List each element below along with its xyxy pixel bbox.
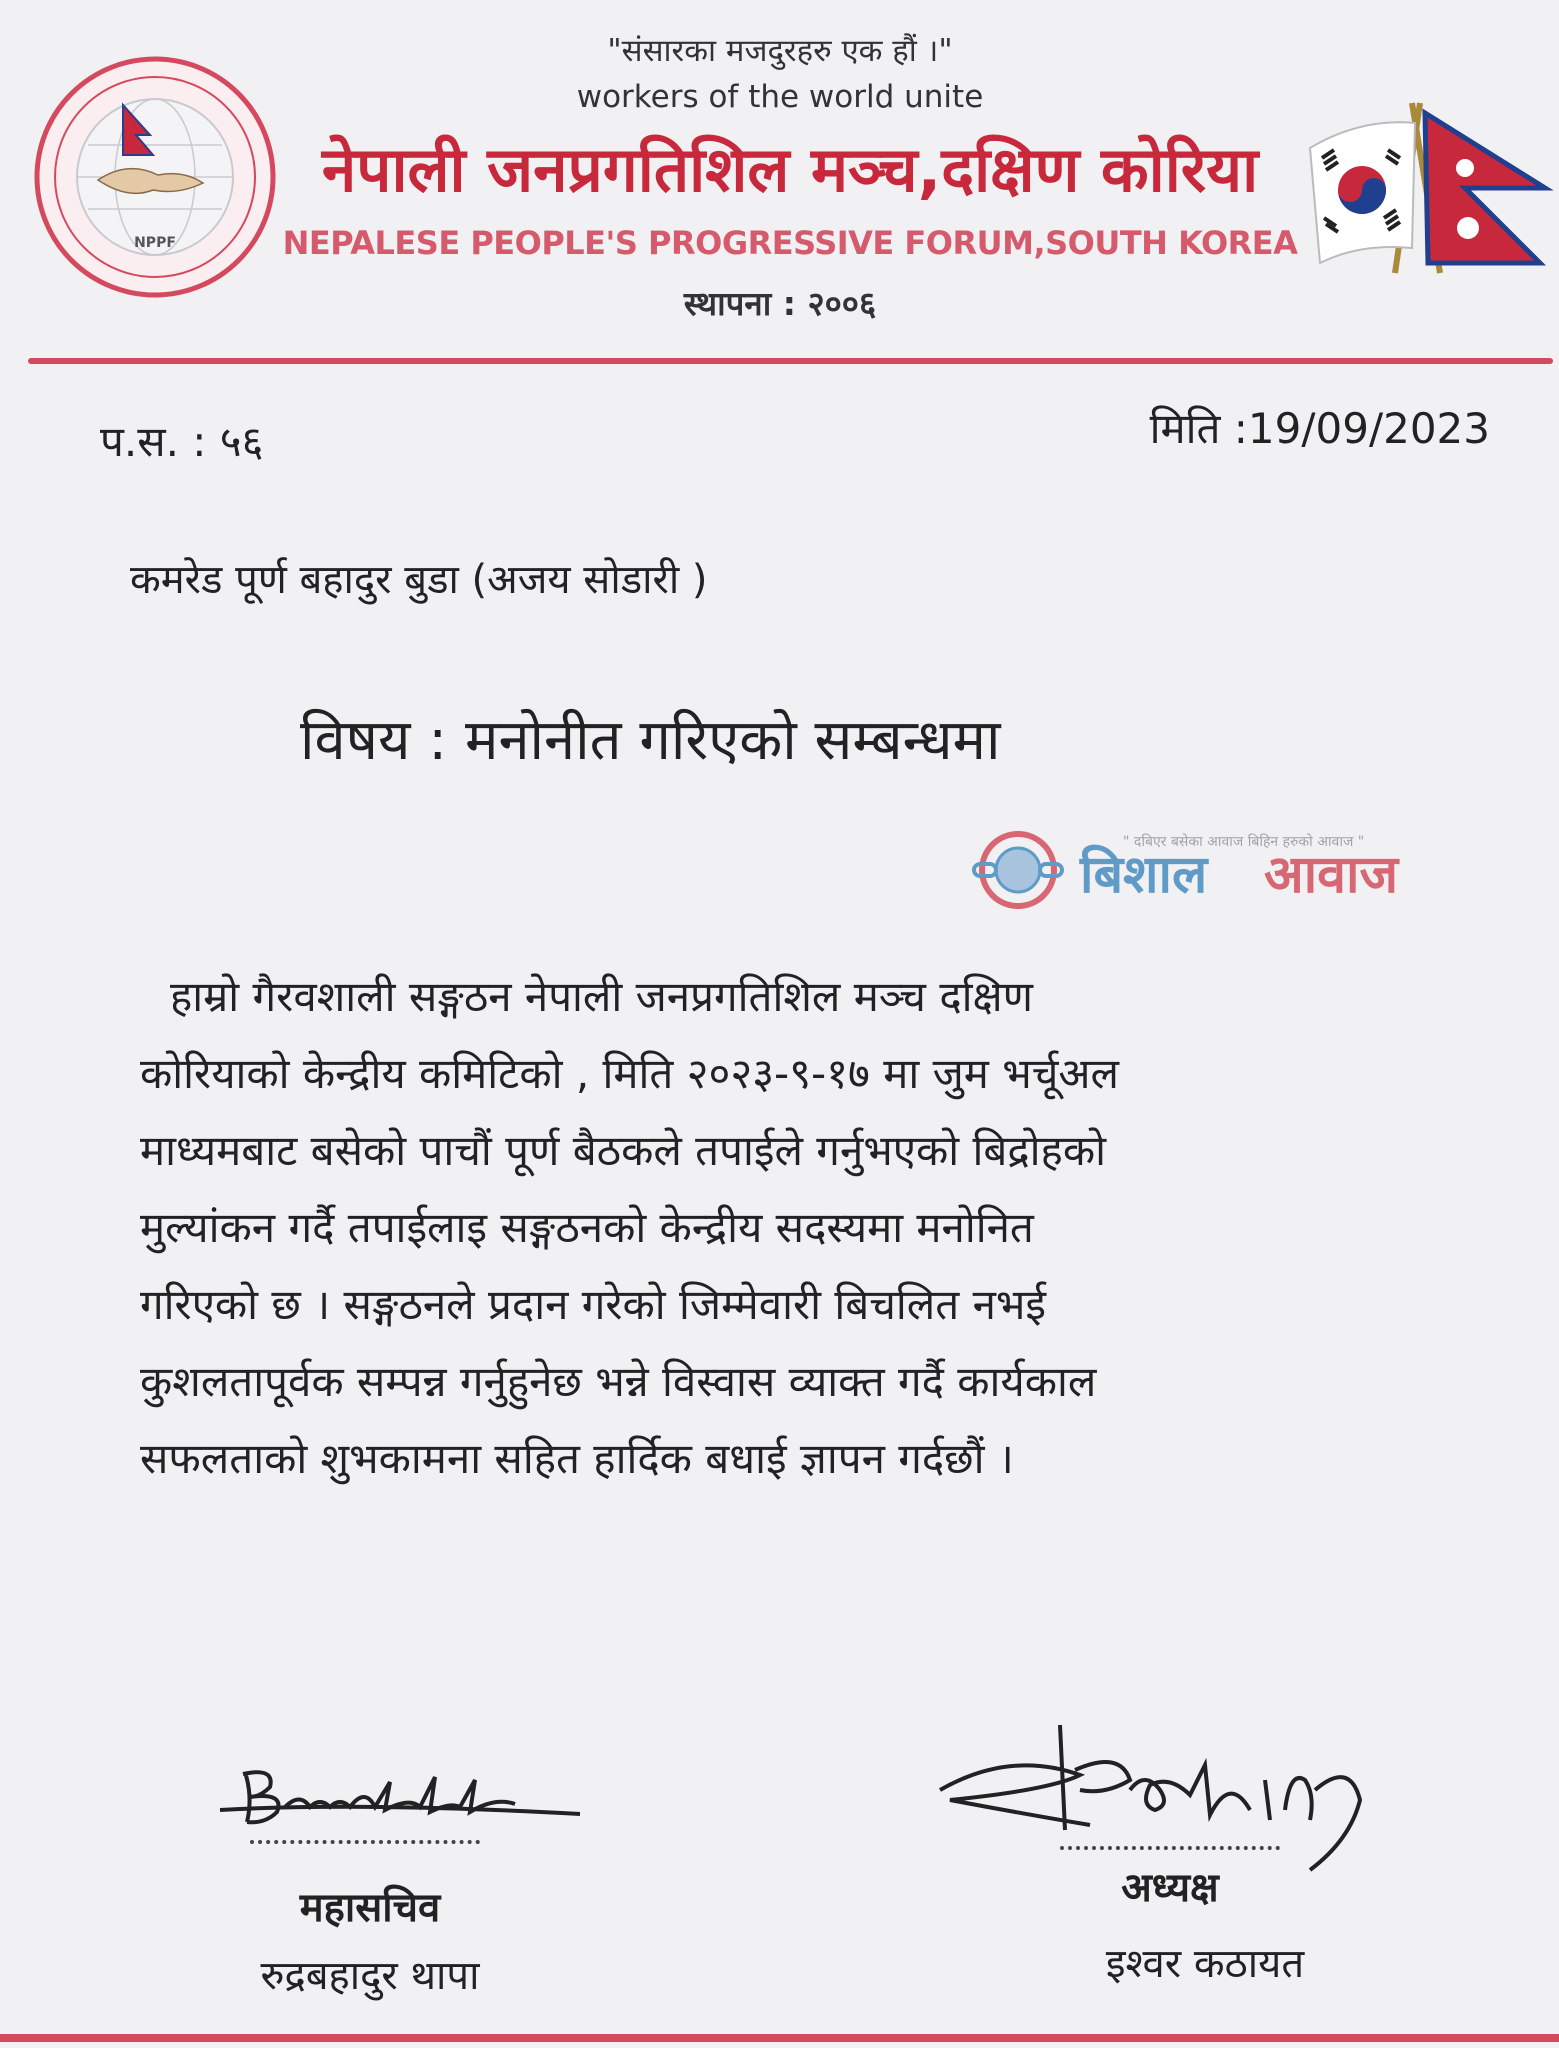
footer-divider	[0, 2034, 1559, 2042]
watermark-word-1: बिशाल	[1080, 845, 1208, 905]
motto-nepali: "संसारका मजदुरहरु एक हौं ।"	[607, 33, 953, 69]
header-divider	[28, 358, 1553, 364]
secretary-name: रुद्रबहादुर थापा	[260, 1953, 480, 1999]
watermark	[968, 822, 1448, 918]
body-line-7: सफलताको शुभकामना सहित हार्दिक बधाई ज्ञापन गर्दछौं ।	[140, 1434, 1014, 1483]
reference-number: प.स. : ५६	[100, 417, 264, 466]
watermark-tagline: " दबिएर बसेका आवाज बिहिन हरुको आवाज "	[1123, 834, 1365, 850]
body-line-3: माध्यमबाट बसेको पाचौं पूर्ण बैठकले तपाईले गर्नुभएको बिद्रोहको	[140, 1126, 1106, 1175]
signature-line-right	[1060, 1846, 1280, 1850]
president-name: इश्वर कठायत	[1105, 1941, 1305, 1987]
subject-line: विषय : मनोनीत गरिएको सम्बन्धमा	[300, 708, 1001, 773]
secretary-signature-icon	[215, 1752, 595, 1842]
president-title: अध्यक्ष	[1121, 1865, 1219, 1911]
signature-line-left	[250, 1840, 480, 1844]
watermark-logo-icon	[968, 828, 1068, 912]
logo-abbreviation: NPPF	[134, 235, 176, 251]
organization-logo-icon	[28, 55, 283, 300]
body-line-4: मुल्यांकन गर्दै तपाईलाइ सङ्गठनको केन्द्रीय सदस्यमा मनोनित	[140, 1203, 1034, 1252]
recipient: कमरेड पूर्ण बहादुर बुडा (अजय सोडारी )	[130, 557, 708, 603]
organization-name-nepali: नेपाली जनप्रगतिशिल मञ्च,दक्षिण कोरिया	[321, 133, 1259, 206]
established-year: स्थापना : २००६	[683, 284, 877, 323]
letter-date: मिति :19/09/2023	[1149, 404, 1490, 453]
crossed-flags-icon	[1300, 98, 1555, 283]
motto-english: workers of the world unite	[576, 79, 984, 115]
body-line-1: हाम्रो गैरवशाली सङ्गठन नेपाली जनप्रगतिशिल मञ्च दक्षिण	[170, 972, 1033, 1021]
watermark-word-2: आवाज	[1264, 845, 1399, 905]
secretary-title: महासचिव	[299, 1885, 441, 1931]
letter-body	[140, 958, 1400, 1497]
body-line-6: कुशलतापूर्वक सम्पन्न गर्नुहुनेछ भन्ने विस्वास व्याक्त गर्दै कार्यकाल	[140, 1357, 1097, 1406]
body-line-5: गरिएको छ । सङ्गठनले प्रदान गरेको जिम्मेवारी बिचलित नभई	[140, 1280, 1047, 1329]
organization-name-english: NEPALESE PEOPLE'S PROGRESSIVE FORUM,SOUTH KOREA	[282, 224, 1298, 262]
body-line-2: कोरियाको केन्द्रीय कमिटिको , मिति २०२३-९-१७ मा जुम भर्चूअल	[140, 1049, 1119, 1098]
